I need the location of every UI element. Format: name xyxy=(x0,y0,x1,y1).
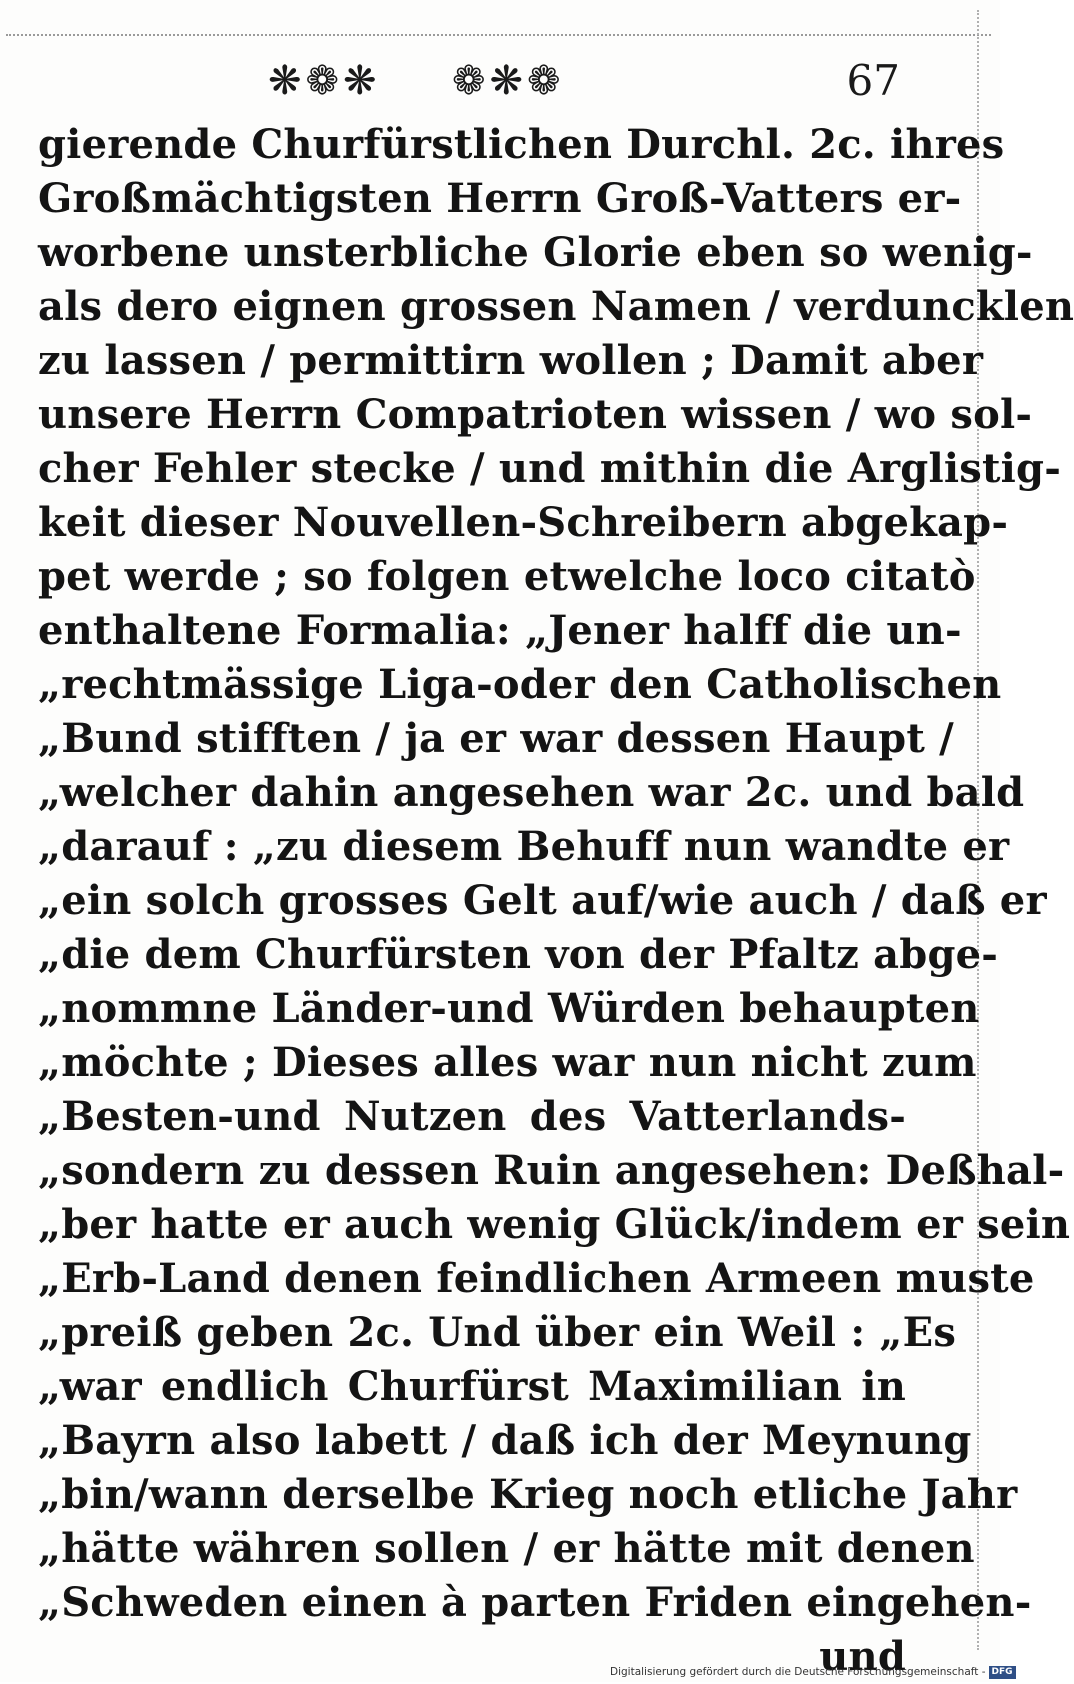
text-line: „ber hatte er auch wenig Glück/indem er sein xyxy=(38,1201,1071,1248)
text-line: worbene unsterbliche Glorie eben so wenig- xyxy=(38,229,1033,276)
text-line: „Erb-Land denen feindlichen Armeen muste xyxy=(38,1255,1035,1302)
text-line: „preiß geben 2c. Und über ein Weil : „Es xyxy=(38,1309,957,1356)
text-line: „welcher dahin angesehen war 2c. und bald xyxy=(38,769,1025,816)
text-line: cher Fehler stecke / und mithin die Arglistig- xyxy=(38,445,1062,492)
header-ornament-right: ❁❋❁ xyxy=(452,58,565,104)
text-line: „Bund stifften / ja er war dessen Haupt / xyxy=(38,715,954,762)
text-line: Großmächtigsten Herrn Groß-Vatters er- xyxy=(38,175,962,222)
text-line: „Schweden einen à parten Friden eingehen- xyxy=(38,1579,1032,1626)
text-line: zu lassen / permittirn wollen ; Damit aber xyxy=(38,337,984,384)
text-line: „sondern zu dessen Ruin angesehen: Deßhal- xyxy=(38,1147,1065,1194)
text-line: „Bayrn also labett / daß ich der Meynung xyxy=(38,1417,972,1464)
text-line: „hätte währen sollen / er hätte mit denen xyxy=(38,1525,975,1572)
page-number: 67 xyxy=(846,56,900,105)
dfg-logo: DFG xyxy=(989,1666,1016,1679)
digitization-credit xyxy=(610,1664,1013,1680)
text-line: „ein solch grosses Gelt auf/wie auch / daß er xyxy=(38,877,1047,924)
header-ornament-left: ❋❁❋ xyxy=(268,58,381,104)
text-line: „Besten-und Nutzen des Vatterlands- xyxy=(38,1093,906,1140)
text-line: „nommne Länder-und Würden behaupten xyxy=(38,985,980,1032)
text-line: „rechtmässige Liga-oder den Catholischen xyxy=(38,661,1002,708)
text-line: „bin/wann derselbe Krieg noch etliche Jahr xyxy=(38,1471,1018,1518)
text-line: „darauf : „zu diesem Behuff nun wandte er xyxy=(38,823,1010,870)
text-line: gierende Churfürstlichen Durchl. 2c. ihres xyxy=(38,121,1005,168)
text-line: keit dieser Nouvellen-Schreibern abgekap- xyxy=(38,499,1009,546)
credit-text: Digitalisierung gefördert durch die Deutsche Forschungsgemeinschaft - xyxy=(610,1666,986,1678)
text-line: „möchte ; Dieses alles war nun nicht zum xyxy=(38,1039,977,1086)
text-line: „die dem Churfürsten von der Pfaltz abge- xyxy=(38,931,999,978)
text-line: pet werde ; so folgen etwelche loco citatò xyxy=(38,553,976,600)
text-line: enthaltene Formalia: „Jener halff die un- xyxy=(38,607,962,654)
catchword: und xyxy=(819,1633,906,1680)
top-border-rule xyxy=(6,34,991,36)
text-line: unsere Herrn Compatrioten wissen / wo sol- xyxy=(38,391,1033,438)
text-line: „war endlich Churfürst Maximilian in xyxy=(38,1363,906,1410)
text-line: als dero eignen grossen Namen / verduncklen xyxy=(38,283,1074,330)
